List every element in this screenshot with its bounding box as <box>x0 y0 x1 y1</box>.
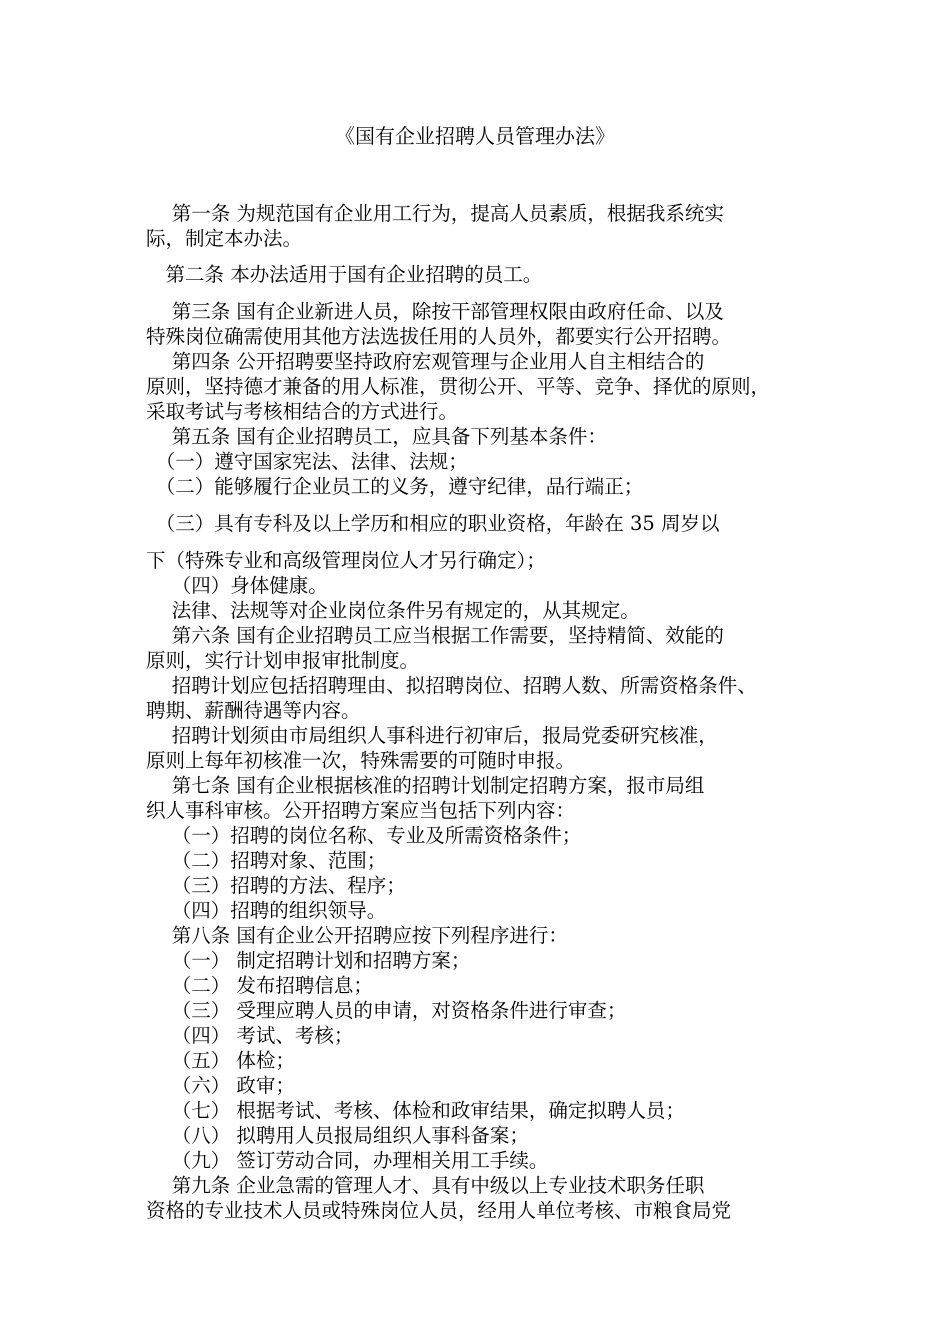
article-1 <box>146 201 810 251</box>
text-line: 原则上每年初核准一次，特殊需要的可随时申报。 <box>146 749 576 772</box>
text-line: 聘期、薪酬待遇等内容。 <box>146 699 361 722</box>
text-line: （五） 体检； <box>146 1049 295 1072</box>
text-line: 采取考试与考核相结合的方式进行。 <box>146 400 459 423</box>
text-line: （二） 发布招聘信息； <box>146 974 373 997</box>
article-4 <box>146 349 810 424</box>
text-line: （七） 根据考试、考核、体检和政审结果，确定拟聘人员； <box>146 1099 685 1122</box>
text-line: 招聘计划须由市局组织人事科进行初审后，报局党委研究核准， <box>146 724 718 747</box>
text-line: 第三条 国有企业新进人员，除按干部管理权限由政府任命、以及 <box>146 300 724 323</box>
text-line: （一）招聘的岗位名称、专业及所需资格条件； <box>146 824 582 847</box>
text-line: （八） 拟聘用人员报局组织人事科备案； <box>146 1124 529 1147</box>
text-line: 第四条 公开招聘要坚持政府宏观管理与企业用人自主相结合的 <box>146 350 705 373</box>
articles-body <box>146 548 810 1223</box>
text-line: 原则，实行计划申报审批制度。 <box>146 649 420 672</box>
text-line: （一） 制定招聘计划和招聘方案； <box>146 949 471 972</box>
text-line: 第二条 本办法适用于国有企业招聘的员工。 <box>146 263 543 286</box>
text-line: 资格的专业技术人员或特殊岗位人员，经用人单位考核、市粮食局党 <box>146 1199 732 1222</box>
text-line: 第九条 企业急需的管理人才、具有中级以上专业技术职务任职 <box>146 1174 705 1197</box>
text-line: （四）身体健康。 <box>146 574 328 597</box>
text-line: 第五条 国有企业招聘员工，应具备下列基本条件： <box>146 425 607 448</box>
text-line: 原则，坚持德才兼备的用人标准，贯彻公开、平等、竞争、择优的原则， <box>146 375 771 398</box>
article-5 <box>146 424 810 499</box>
text-line: （二）招聘对象、范围； <box>146 849 387 872</box>
text-line: 第七条 国有企业根据核准的招聘计划制定招聘方案，报市局组 <box>146 774 705 797</box>
text-line: 第六条 国有企业招聘员工应当根据工作需要，坚持精简、效能的 <box>146 624 724 647</box>
text-line: （九） 签订劳动合同，办理相关用工手续。 <box>146 1149 549 1172</box>
text-line: （四） 考试、考核； <box>146 1024 354 1047</box>
text-line: 下（特殊专业和高级管理岗位人才另行确定）； <box>146 549 546 572</box>
article-3 <box>146 299 810 349</box>
article-2 <box>146 262 810 287</box>
text-line: 法律、法规等对企业岗位条件另有规定的，从其规定。 <box>146 599 640 622</box>
text-line: 特殊岗位确需使用其他方法选拔任用的人员外，都要实行公开招聘。 <box>146 325 732 348</box>
text-line: （一）遵守国家宪法、法律、法规； <box>146 450 468 473</box>
text-line: 织人事科审核。公开招聘方案应当包括下列内容： <box>146 799 576 822</box>
text-line: （六） 政审； <box>146 1074 295 1097</box>
text-line: （四）招聘的组织领导。 <box>146 899 387 922</box>
text-line: 第八条 国有企业公开招聘应按下列程序进行： <box>146 924 568 947</box>
text-line: 际，制定本办法。 <box>146 227 303 250</box>
text-line: （三） 受理应聘人员的申请，对资格条件进行审查； <box>146 999 627 1022</box>
text-line: （二）能够履行企业员工的义务，遵守纪律，品行端正； <box>146 475 644 498</box>
article-5-item-3 <box>146 511 810 536</box>
text-line: 招聘计划应包括招聘理由、拟招聘岗位、招聘人数、所需资格条件、 <box>146 674 757 697</box>
text-line: （三）招聘的方法、程序； <box>146 874 406 897</box>
document-title: 《国有企业招聘人员管理办法》 <box>335 124 615 148</box>
text-line: （三）具有专科及以上学历和相应的职业资格，年龄在 35 周岁以 <box>146 512 720 535</box>
text-line: 第一条 为规范国有企业用工行为，提高人员素质，根据我系统实 <box>146 202 724 225</box>
